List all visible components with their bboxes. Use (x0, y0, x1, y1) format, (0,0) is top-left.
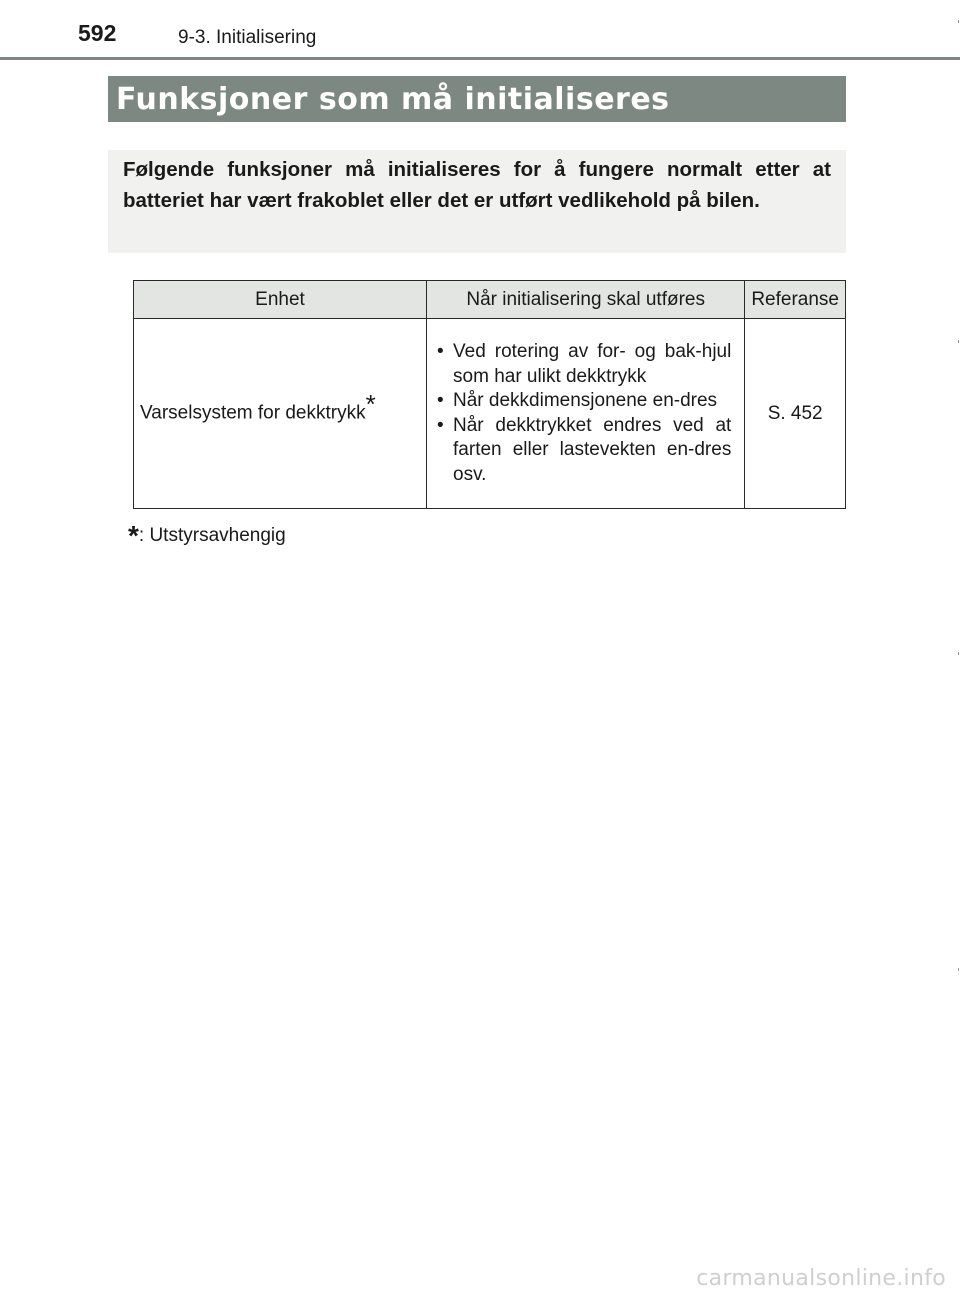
unit-name: Varselsystem for dekktrykk (140, 402, 366, 424)
edge-mark (958, 340, 959, 343)
initialization-table (133, 280, 846, 509)
footnote-star: * (128, 520, 139, 551)
section-title: Funksjoner som må initialiseres (116, 81, 670, 117)
list-item: • Når dekkdimensjonene en-dres (437, 390, 718, 411)
intro-text: Følgende funksjoner må initialiseres for å fungere normalt etter at batteriet har vært frakoblet eller det er utført vedlikehold på bilen. (123, 158, 831, 212)
footnote-text: : Utstyrsavhengig (138, 525, 286, 546)
table-row (134, 319, 846, 509)
footnote-marker: * (365, 389, 376, 420)
footnote (128, 516, 286, 551)
when-list (428, 334, 743, 493)
list-item: • Ved rotering av for- og bak-hjul som har ulikt dekktrykk (437, 341, 732, 387)
list-item: • Når dekktrykket endres ved at farten eller lastevekten en-dres osv. (437, 414, 732, 485)
header-unit: Enhet (134, 281, 427, 319)
cell-unit (134, 319, 427, 509)
header-rule (0, 57, 960, 60)
watermark: carmanualsonline.info (696, 1266, 946, 1291)
section-label: 9-3. Initialisering (178, 27, 317, 48)
edge-mark (958, 652, 959, 655)
header-when: Når initialisering skal utføres (427, 281, 745, 319)
section-title-bar (108, 76, 846, 122)
edge-mark (958, 968, 959, 971)
cell-reference: S. 452 (745, 319, 846, 509)
header-reference: Referanse (745, 281, 846, 319)
cell-when (427, 319, 745, 509)
intro-box (108, 150, 846, 253)
edge-mark (958, 20, 959, 23)
page-number: 592 (78, 20, 117, 46)
table-header-row (134, 281, 846, 319)
